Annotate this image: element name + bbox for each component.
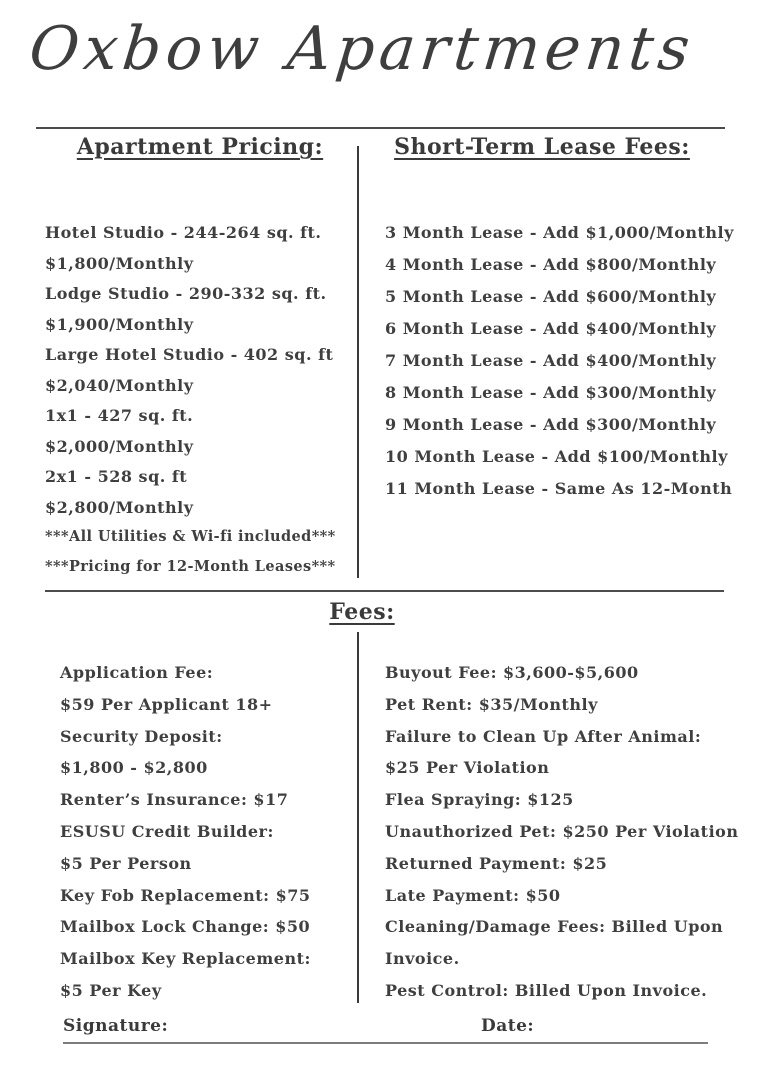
fee-line: $5 Per Person xyxy=(60,853,192,873)
lease-fee-line: 8 Month Lease - Add $300/Monthly xyxy=(385,383,717,402)
note-line: ***Pricing for 12-Month Leases*** xyxy=(45,558,336,575)
pricing-line: $1,800/Monthly xyxy=(45,253,194,273)
fee-line: Application Fee: xyxy=(60,663,214,682)
fee-line: $1,800 - $2,800 xyxy=(60,758,208,778)
apartment-pricing-heading: Apartment Pricing: xyxy=(76,134,324,160)
fee-line: $59 Per Applicant 18+ xyxy=(60,694,273,714)
fee-line: $5 Per Key xyxy=(60,980,162,1000)
pricing-line: $1,900/Monthly xyxy=(45,314,194,334)
fees-right-list xyxy=(385,657,738,1007)
pricing-line: Lodge Studio - 290-332 sq. ft. xyxy=(45,284,327,303)
upper-column-divider xyxy=(357,146,359,578)
lease-fee-line: 9 Month Lease - Add $300/Monthly xyxy=(385,415,717,434)
fee-line: Unauthorized Pet: $250 Per Violation xyxy=(385,821,739,841)
fee-line: Security Deposit: xyxy=(60,726,223,746)
lease-fee-line: 11 Month Lease - Same As 12-Month xyxy=(385,479,733,498)
pricing-line: $2,000/Monthly xyxy=(45,436,194,456)
pricing-line: Hotel Studio - 244-264 sq. ft. xyxy=(45,223,322,242)
pricing-notes xyxy=(45,522,336,582)
fee-line: Mailbox Key Replacement: xyxy=(60,949,311,969)
lease-fee-line: 5 Month Lease - Add $600/Monthly xyxy=(385,287,717,306)
date-label: Date: xyxy=(481,1016,535,1036)
fee-line: $25 Per Violation xyxy=(385,758,550,778)
signature-line[interactable] xyxy=(63,1042,708,1044)
top-divider-line xyxy=(36,127,725,129)
page-title: Oxbow Apartments xyxy=(26,14,698,84)
fee-line: ESUSU Credit Builder: xyxy=(60,821,274,841)
fee-line: Pest Control: Billed Upon Invoice. xyxy=(385,980,708,1000)
fee-line: Buyout Fee: $3,600-$5,600 xyxy=(385,663,639,682)
signature-label: Signature: xyxy=(63,1016,169,1036)
pricing-line: 2x1 - 528 sq. ft xyxy=(45,467,188,486)
fee-line: Pet Rent: $35/Monthly xyxy=(385,694,598,714)
short-term-lease-heading: Short-Term Lease Fees: xyxy=(394,134,690,160)
note-line: ***All Utilities & Wi-fi included*** xyxy=(45,528,336,545)
fee-line: Key Fob Replacement: $75 xyxy=(60,885,311,905)
lease-fee-line: 3 Month Lease - Add $1,000/Monthly xyxy=(385,223,734,242)
short-term-lease-list xyxy=(385,217,734,505)
fees-heading: Fees: xyxy=(329,599,395,625)
pricing-line: 1x1 - 427 sq. ft. xyxy=(45,406,194,425)
fee-line: Failure to Clean Up After Animal: xyxy=(385,726,702,746)
apartment-pricing-list xyxy=(45,218,333,523)
fee-line: Invoice. xyxy=(385,949,460,969)
lease-fee-line: 10 Month Lease - Add $100/Monthly xyxy=(385,447,728,466)
fee-line: Late Payment: $50 xyxy=(385,885,561,905)
lower-column-divider xyxy=(357,632,359,1003)
fees-divider-line xyxy=(45,590,724,592)
fees-left-list xyxy=(60,657,311,1007)
pricing-line: $2,040/Monthly xyxy=(45,375,194,395)
fee-line: Mailbox Lock Change: $50 xyxy=(60,917,311,937)
pricing-line: Large Hotel Studio - 402 sq. ft xyxy=(45,345,334,364)
pricing-line: $2,800/Monthly xyxy=(45,497,194,517)
fee-line: Returned Payment: $25 xyxy=(385,853,608,873)
lease-fee-line: 4 Month Lease - Add $800/Monthly xyxy=(385,255,717,274)
lease-fee-line: 7 Month Lease - Add $400/Monthly xyxy=(385,351,717,370)
lease-fee-line: 6 Month Lease - Add $400/Monthly xyxy=(385,319,717,338)
fee-line: Cleaning/Damage Fees: Billed Upon xyxy=(385,917,724,937)
fee-line: Flea Spraying: $125 xyxy=(385,790,574,810)
fee-line: Renter’s Insurance: $17 xyxy=(60,790,289,810)
